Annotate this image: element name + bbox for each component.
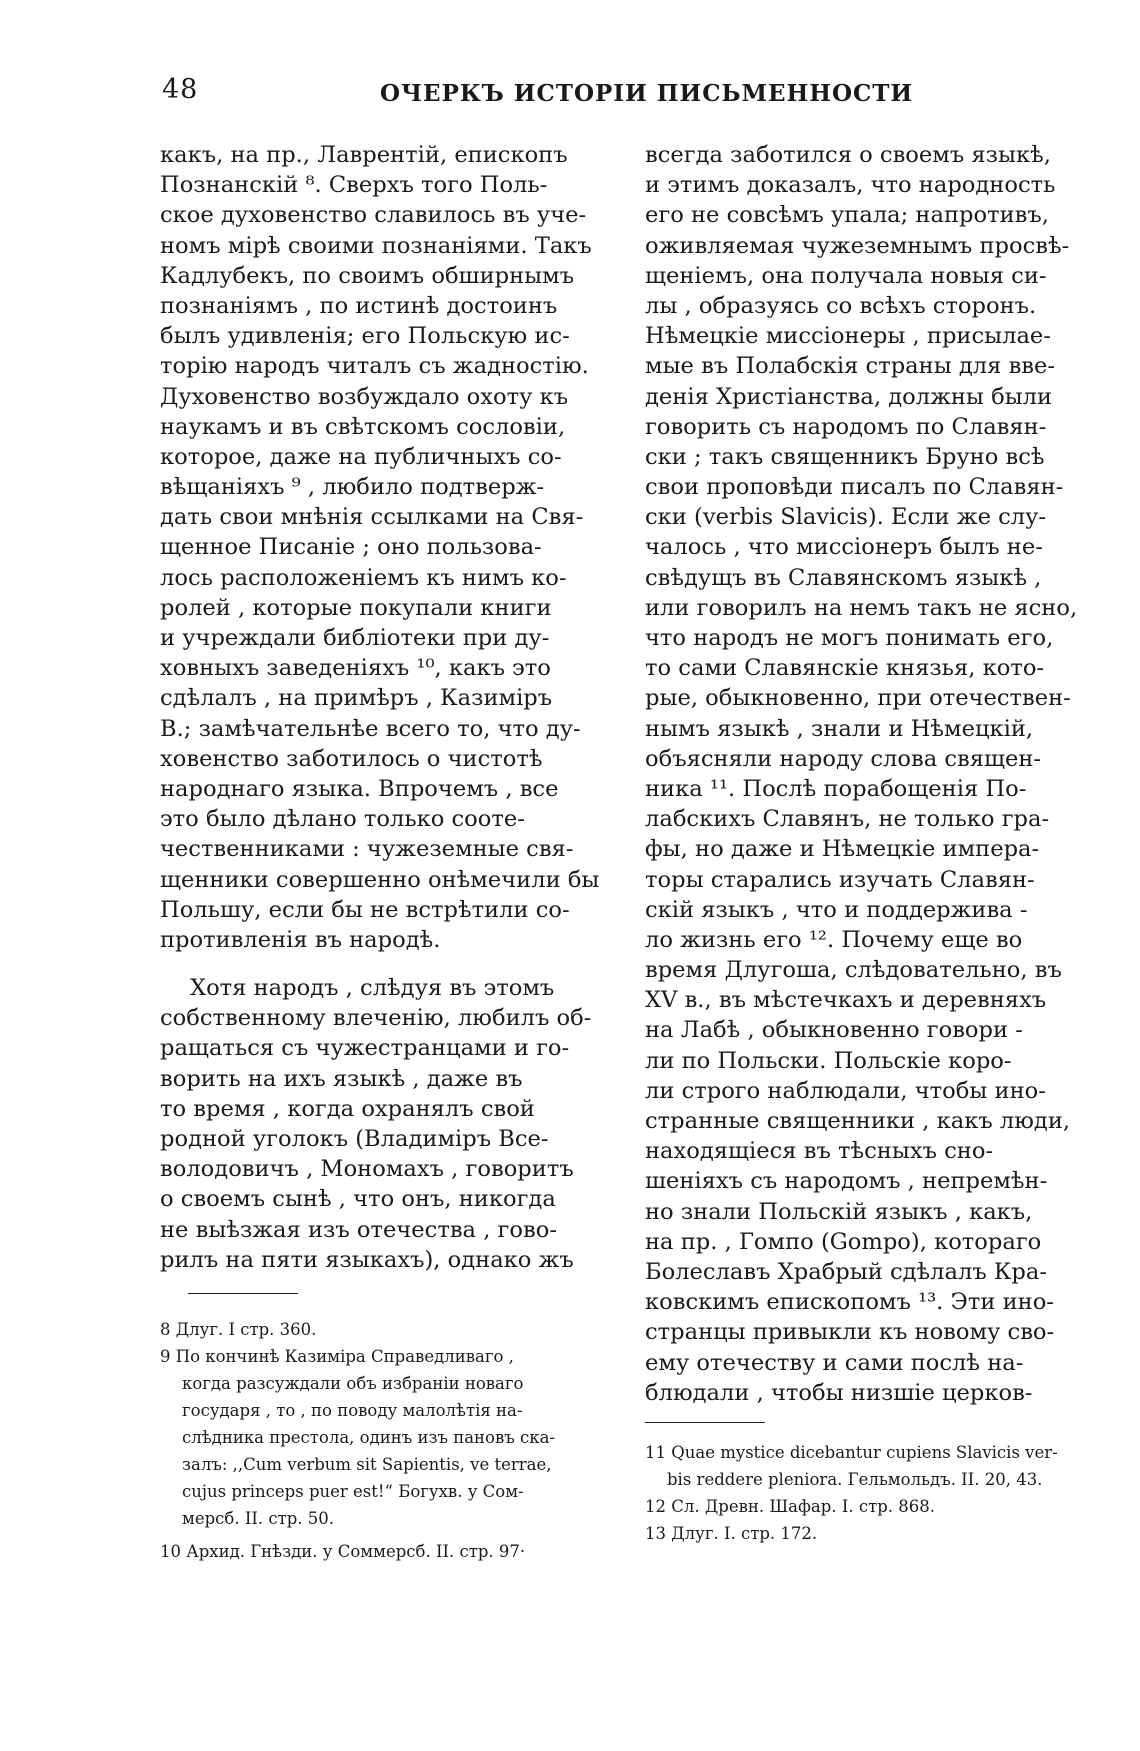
text-line: фы, но даже и Нѣмецкіе импера- <box>645 836 1040 863</box>
text-line: оживляемая чужеземнымъ просвѣ- <box>645 232 1070 259</box>
text-line: торію народъ читалъ съ жадностію. <box>160 353 589 380</box>
text-line: противленія въ народѣ. <box>160 926 441 953</box>
footnote-8: 8 Длуг. I стр. 360. <box>160 1319 317 1339</box>
text-line: лось расположеніемъ къ нимъ ко- <box>160 564 567 591</box>
text-line: ника ¹¹. Послѣ порабощенія По- <box>645 775 1027 802</box>
text-line: свѣдущъ въ Славянскомъ языкѣ , <box>645 564 1042 591</box>
text-line: но знали Польскій языкъ , какъ, <box>645 1198 1033 1225</box>
text-line: володовичъ , Мономахъ , говоритъ <box>160 1156 574 1183</box>
footnote-13: 13 Длуг. I. стр. 172. <box>645 1523 818 1543</box>
footnote-12: 12 Сл. Древн. Шафар. I. стр. 868. <box>645 1496 935 1516</box>
text-line: объясняли народу слова священ- <box>645 745 1042 772</box>
text-line: XV в., въ мѣстечкахъ и деревняхъ <box>645 987 1047 1014</box>
text-line: денія Христіанства, должны были <box>645 383 1053 410</box>
text-line: то сами Славянскіе князья, кото- <box>645 655 1045 682</box>
footnote-rule <box>188 1293 298 1294</box>
text-line: ски (verbis Slavicis). Если же слу- <box>645 504 1047 531</box>
text-line: это было дѣлано только соотe- <box>160 806 525 833</box>
text-line: находящіеся въ тѣсныхъ сно- <box>645 1138 994 1165</box>
right-column <box>645 140 1097 1547</box>
footnote-line: cujus princeps puer est!“ Богухв. у Сом- <box>182 1481 524 1501</box>
text-line: рилъ на пяти языкахъ), однако жъ <box>160 1246 574 1273</box>
text-line: странцы привыкли къ новому сво- <box>645 1319 1055 1346</box>
footnote-10: 10 Архид. Гнѣзди. у Соммерсб. II. стр. 97· <box>160 1541 526 1561</box>
text-line: вѣщаніяхъ ⁹ , любило подтверж- <box>160 474 545 501</box>
text-line: о своемъ сынѣ , что онъ, никогда <box>160 1186 556 1213</box>
footnote-line: bis reddere pleniora. Гельмольдъ. II. 20, 43. <box>667 1469 1043 1489</box>
footnote-line: когда разсуждали объ избраніи новаго <box>182 1373 524 1393</box>
footnote-line: государя , то , по поводу малолѣтія на- <box>182 1400 523 1420</box>
text-line: познаніямъ , по истинѣ достоинъ <box>160 292 558 319</box>
text-line: или говорилъ на немъ такъ не ясно, <box>645 594 1078 621</box>
text-line: его не совсѣмъ упала; напротивъ, <box>645 202 1049 229</box>
paragraph-2 <box>160 973 612 1275</box>
text-line: нымъ языкѣ , знали и Нѣмецкій, <box>645 715 1034 742</box>
text-line: не выѣзжая изъ отечества , гово- <box>160 1216 557 1243</box>
text-line: ковскимъ епископомъ ¹³. Эти ино- <box>645 1289 1054 1316</box>
text-line: ховенство заботилось о чистотѣ <box>160 745 543 772</box>
text-line: Духовенство возбуждало охоту къ <box>160 383 569 410</box>
footnote-line: мерсб. II. стр. 50. <box>182 1508 335 1528</box>
page-number: 48 <box>162 74 199 105</box>
text-line: чалось , что миссіонеръ былъ не- <box>645 534 1043 561</box>
text-line: Болеславъ Храбрый сдѣлалъ Кра- <box>645 1258 1047 1285</box>
text-line: торы старались изучать Славян- <box>645 866 1035 893</box>
text-line: дать свои мнѣнія ссылками на Свя- <box>160 504 584 531</box>
footnote-9 <box>160 1343 612 1532</box>
text-line: на пр. , Гомпо (Gompo), котораго <box>645 1228 1042 1255</box>
text-line: время Длугоша, слѣдовательно, въ <box>645 957 1062 984</box>
text-line: которое, даже на публичныхъ со- <box>160 443 562 470</box>
text-line: сдѣлалъ , на примѣръ , Казиміръ <box>160 685 553 712</box>
text-line: щенники совершенно онѣмечили бы <box>160 866 600 893</box>
footnote-rule <box>645 1422 765 1423</box>
text-line: ему отечеству и сами послѣ на- <box>645 1349 1024 1376</box>
text-line: свои проповѣди писалъ по Славян- <box>645 474 1064 501</box>
text-line: ролей , которые покупали книги <box>160 594 552 621</box>
text-line: Польшу, если бы не встрѣтили со- <box>160 896 570 923</box>
text-line: чественниками : чужеземные свя- <box>160 836 574 863</box>
text-line: ховныхъ заведеніяхъ ¹⁰, какъ это <box>160 655 551 682</box>
footnotes-left <box>160 1316 612 1565</box>
text-line: ли строго наблюдали, чтобы ино- <box>645 1077 1046 1104</box>
text-line: В.; замѣчательнѣе всего то, что ду- <box>160 715 581 742</box>
footnotes-right <box>645 1439 1097 1547</box>
footnote-11 <box>645 1439 1097 1493</box>
text-line: то время , когда охранялъ свой <box>160 1095 535 1122</box>
text-line: блюдали , чтобы низшіе церков- <box>645 1379 1033 1406</box>
text-line: ращаться съ чужестранцами и го- <box>160 1035 570 1062</box>
text-line: скій языкъ , что и поддержива - <box>645 896 1028 923</box>
text-line: ское духовенство славилось въ уче- <box>160 202 587 229</box>
text-line: Нѣмецкіе миссіонеры , присылае- <box>645 323 1051 350</box>
text-line: и этимъ доказалъ, что народность <box>645 172 1056 199</box>
text-line: всегда заботился о своемъ языкѣ, <box>645 142 1051 168</box>
text-line: Познанскій ⁸. Сверхъ того Поль- <box>160 172 548 199</box>
footnote-line: 9 По кончинѣ Казиміра Справедливаго , <box>160 1346 514 1366</box>
text-line: ски ; такъ священникъ Бруно всѣ <box>645 443 1045 470</box>
text-line: щеніемъ, она получала новыя си- <box>645 262 1047 289</box>
text-line: говорить съ народомъ по Славян- <box>645 413 1047 440</box>
text-line: ло жизнь его ¹². Почему еще во <box>645 926 1023 953</box>
text-line: рые, обыкновенно, при отечествен- <box>645 685 1071 712</box>
text-line: лы , образуясь со всѣхъ сторонъ. <box>645 292 1037 319</box>
text-line: былъ удивленія; его Польскую ис- <box>160 323 570 350</box>
text-line: ли по Польски. Польскіе коро- <box>645 1047 1012 1074</box>
text-line: что народъ не могъ понимать его, <box>645 625 1054 651</box>
text-line: ворить на ихъ языкѣ , даже въ <box>160 1065 523 1092</box>
text-line: какъ, на пр., Лаврентій, епископъ <box>160 142 568 168</box>
text-line: лабскихъ Славянъ, не только гра- <box>645 806 1050 833</box>
text-line: Кадлубекъ, по своимъ обширнымъ <box>160 262 575 289</box>
text-line: странные священники , какъ люди, <box>645 1108 1071 1134</box>
left-column <box>160 140 612 1565</box>
text-line: шеніяхъ съ народомъ , непремѣн- <box>645 1168 1048 1195</box>
paragraph-1 <box>160 140 612 955</box>
footnote-line: залъ: ,,Cum verbum sit Sapientis, ve terrae, <box>182 1454 552 1474</box>
text-line: на Лабѣ , обыкновенно говори - <box>645 1017 1023 1044</box>
text-line: номъ мірѣ своими познаніями. Такъ <box>160 232 592 259</box>
footnote-line: слѣдника престола, одинъ изъ пановъ ска- <box>182 1427 555 1447</box>
text-line: щенное Писаніе ; оно пользова- <box>160 534 542 561</box>
text-line: собственному влеченію, любилъ об- <box>160 1005 592 1032</box>
text-line: и учреждали библіотеки при ду- <box>160 625 550 651</box>
text-line: родной уголокъ (Владиміръ Все- <box>160 1126 549 1152</box>
text-line: народнаго языка. Впрочемъ , все <box>160 775 559 802</box>
paragraph-continued <box>645 140 1097 1408</box>
text-line: Хотя народъ , слѣдуя въ этомъ <box>190 975 555 1002</box>
text-line: мые въ Полабскія страны для вве- <box>645 353 1056 380</box>
footnote-line: 11 Quae mystice dicebantur cupiens Slavicis ver- <box>645 1442 1058 1462</box>
text-line: наукамъ и въ свѣтскомъ сословіи, <box>160 413 566 440</box>
running-title: ОЧЕРКЪ ИСТОРІИ ПИСЬМЕННОСТИ <box>380 80 914 107</box>
